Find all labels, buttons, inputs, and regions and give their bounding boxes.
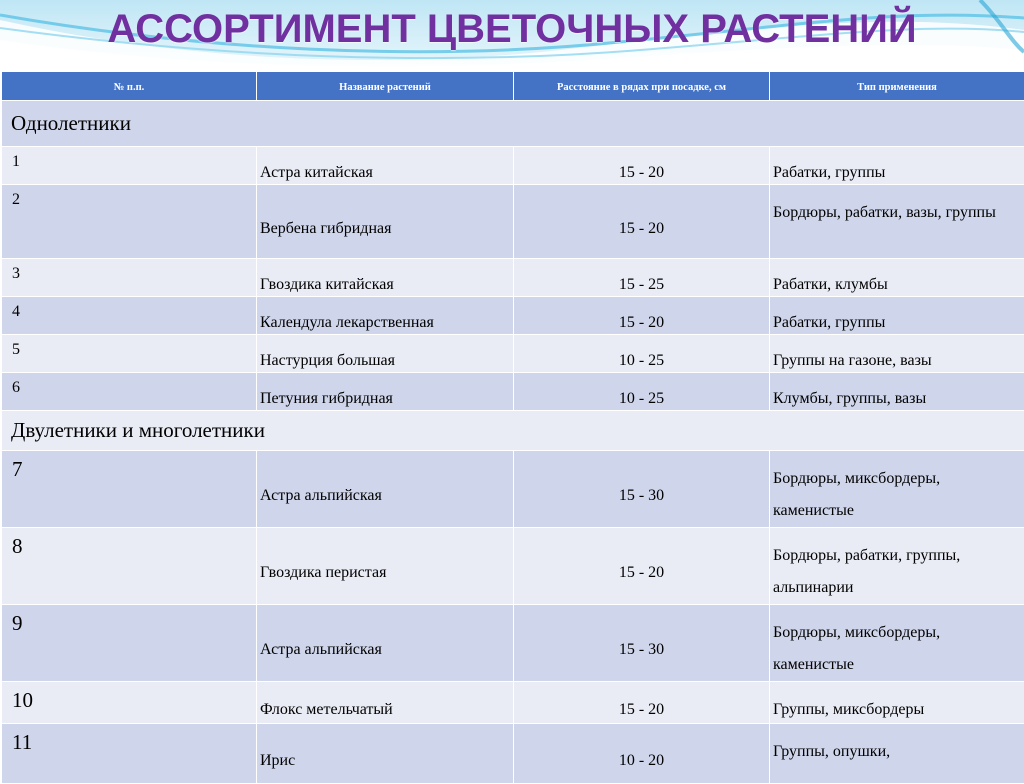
table-row: [2, 373, 1024, 411]
table-row: [2, 605, 1024, 682]
section-row: [2, 411, 1024, 451]
usage-type: Группы, опушки,: [770, 724, 1024, 784]
plant-name: Гвоздика перистая: [257, 528, 514, 605]
table-header-row: [2, 72, 1024, 101]
plant-name: Астра альпийская: [257, 451, 514, 528]
row-number: 9: [2, 605, 257, 682]
page-title: АССОРТИМЕНТ ЦВЕТОЧНЫХ РАСТЕНИЙ: [0, 0, 1024, 58]
table-row: [2, 451, 1024, 528]
table-row: [2, 259, 1024, 297]
table-row: [2, 682, 1024, 724]
usage-type: Бордюры, рабатки, вазы, группы: [770, 185, 1024, 259]
table-row: [2, 185, 1024, 259]
header-number: № п.п.: [2, 72, 257, 101]
planting-distance: 10 - 25: [514, 335, 770, 373]
plant-name: Петуния гибридная: [257, 373, 514, 411]
plant-name: Ирис: [257, 724, 514, 784]
planting-distance: 15 - 20: [514, 528, 770, 605]
usage-type: Рабатки, группы: [770, 147, 1024, 185]
planting-distance: 15 - 20: [514, 185, 770, 259]
usage-type: Бордюры, миксбордеры, каменистые: [770, 451, 1024, 528]
row-number: 6: [2, 373, 257, 411]
planting-distance: 10 - 25: [514, 373, 770, 411]
planting-distance: 15 - 25: [514, 259, 770, 297]
usage-type: Рабатки, группы: [770, 297, 1024, 335]
row-number: 1: [2, 147, 257, 185]
row-number: 2: [2, 185, 257, 259]
plant-name: Флокс метельчатый: [257, 682, 514, 724]
table-row: [2, 147, 1024, 185]
planting-distance: 10 - 20: [514, 724, 770, 784]
table-row: [2, 335, 1024, 373]
usage-type: Клумбы, группы, вазы: [770, 373, 1024, 411]
plant-name: Астра китайская: [257, 147, 514, 185]
header-plant-name: Название растений: [257, 72, 514, 101]
row-number: 8: [2, 528, 257, 605]
row-number: 4: [2, 297, 257, 335]
row-number: 5: [2, 335, 257, 373]
planting-distance: 15 - 20: [514, 147, 770, 185]
planting-distance: 15 - 30: [514, 605, 770, 682]
row-number: 7: [2, 451, 257, 528]
usage-type: Группы, миксбордеры: [770, 682, 1024, 724]
planting-distance: 15 - 20: [514, 297, 770, 335]
usage-type: Рабатки, клумбы: [770, 259, 1024, 297]
usage-type: Группы на газоне, вазы: [770, 335, 1024, 373]
plant-name: Календула лекарственная: [257, 297, 514, 335]
table-row: [2, 528, 1024, 605]
plant-name: Гвоздика китайская: [257, 259, 514, 297]
section-title: Однолетники: [2, 101, 1024, 147]
planting-distance: 15 - 30: [514, 451, 770, 528]
header-usage-type: Тип применения: [770, 72, 1024, 101]
row-number: 11: [2, 724, 257, 784]
row-number: 3: [2, 259, 257, 297]
section-row: [2, 101, 1024, 147]
plant-name: Настурция большая: [257, 335, 514, 373]
title-banner: [0, 0, 1024, 72]
planting-distance: 15 - 20: [514, 682, 770, 724]
usage-type: Бордюры, рабатки, группы, альпинарии: [770, 528, 1024, 605]
plant-name: Вербена гибридная: [257, 185, 514, 259]
section-title: Двулетники и многолетники: [2, 411, 1024, 451]
header-distance: Расстояние в рядах при посадке, см: [514, 72, 770, 101]
plants-table: [1, 71, 1024, 784]
table-row: [2, 297, 1024, 335]
usage-type: Бордюры, миксбордеры, каменистые: [770, 605, 1024, 682]
plant-name: Астра альпийская: [257, 605, 514, 682]
row-number: 10: [2, 682, 257, 724]
table-row: [2, 724, 1024, 784]
